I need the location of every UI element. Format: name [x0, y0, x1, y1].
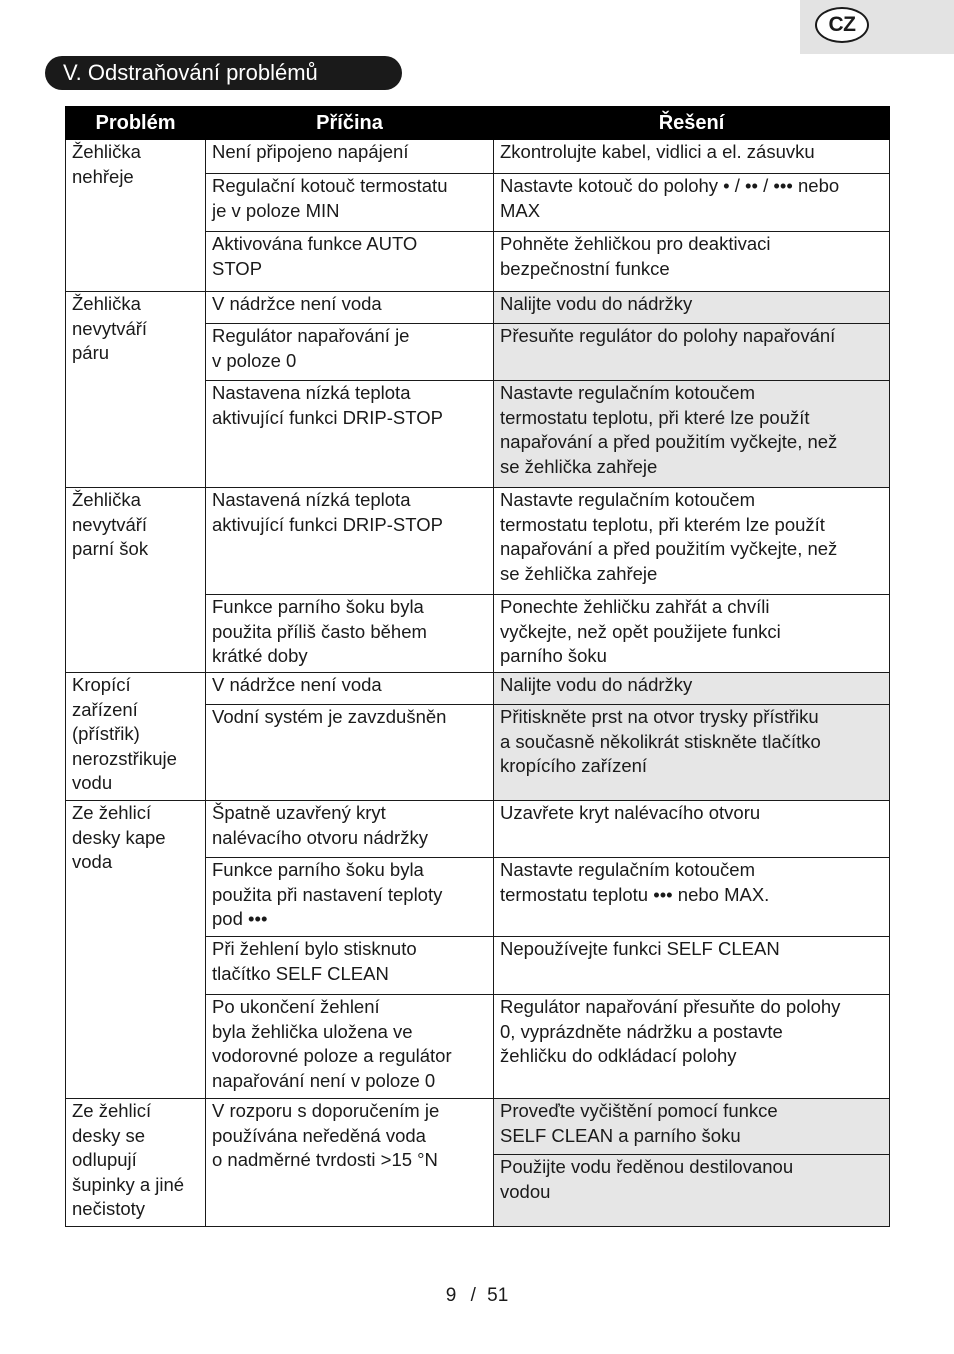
- solution-cell: Nastavte regulačním kotoučem termostatu teplotu ••• nebo MAX.: [494, 858, 890, 937]
- table-row: [66, 801, 890, 858]
- solution-cell: Přesuňte regulátor do polohy napařování: [494, 324, 890, 381]
- page-separator: /: [470, 1285, 476, 1306]
- problem-cell: Žehlička nevytváří parní šok: [66, 488, 206, 673]
- cause-cell: Nastavena nízká teplota aktivující funkci DRIP-STOP: [206, 381, 494, 488]
- language-badge: CZ: [815, 7, 869, 43]
- cause-cell: Funkce parního šoku byla použita příliš často během krátké doby: [206, 595, 494, 673]
- section-title: V. Odstraňování problémů: [45, 56, 402, 90]
- cause-cell: Regulační kotouč termostatu je v poloze MIN: [206, 174, 494, 232]
- cause-cell: Nastavená nízká teplota aktivující funkci DRIP-STOP: [206, 488, 494, 595]
- page-number: [0, 1285, 954, 1307]
- language-tab: [800, 0, 954, 54]
- page-current: 9: [445, 1285, 457, 1306]
- cause-cell: Špatně uzavřený kryt nalévacího otvoru nádržky: [206, 801, 494, 858]
- table-row: [66, 488, 890, 595]
- header-solution: Řešení: [494, 107, 890, 140]
- solution-cell: Přitiskněte prst na otvor trysky přístřiku a současně několikrát stiskněte tlačítko kropícího zařízení: [494, 705, 890, 801]
- solution-cell: Nalijte vodu do nádržky: [494, 292, 890, 324]
- problem-cell: Žehlička nehřeje: [66, 140, 206, 292]
- solution-cell: Ponechte žehličku zahřát a chvíli vyčkejte, než opět použijete funkci parního šoku: [494, 595, 890, 673]
- cause-cell: Regulátor napařování je v poloze 0: [206, 324, 494, 381]
- header-cause: Příčina: [206, 107, 494, 140]
- cause-cell: Aktivována funkce AUTO STOP: [206, 232, 494, 292]
- solution-cell: Pohněte žehličkou pro deaktivaci bezpečnostní funkce: [494, 232, 890, 292]
- cause-cell: Vodní systém je zavzdušněn: [206, 705, 494, 801]
- solution-cell: Nastavte regulačním kotoučem termostatu teplotu, při které lze použít napařování a před použitím vyčkejte, než se žehlička zahřeje: [494, 381, 890, 488]
- solution-cell: Nastavte regulačním kotoučem termostatu teplotu, při kterém lze použít napařování a před použitím vyčkejte, než se žehlička zahřeje: [494, 488, 890, 595]
- cause-cell: V nádržce není voda: [206, 292, 494, 324]
- header-problem: Problém: [66, 107, 206, 140]
- solution-cell: Nastavte kotouč do polohy • / •• / ••• nebo MAX: [494, 174, 890, 232]
- cause-cell: V nádržce není voda: [206, 673, 494, 705]
- solution-cell: Regulátor napařování přesuňte do polohy 0, vyprázdněte nádržku a postavte žehličku do odkládací polohy: [494, 995, 890, 1099]
- solution-cell: Nalijte vodu do nádržky: [494, 673, 890, 705]
- solution-cell: Nepoužívejte funkci SELF CLEAN: [494, 937, 890, 995]
- solution-cell: Proveďte vyčištění pomocí funkce SELF CLEAN a parního šoku: [494, 1099, 890, 1155]
- cause-cell: Po ukončení žehlení byla žehlička uložena ve vodorovné poloze a regulátor napařování není v poloze 0: [206, 995, 494, 1099]
- table-row: [66, 292, 890, 324]
- table-header-row: [66, 107, 890, 140]
- page-total: 51: [487, 1285, 509, 1306]
- solution-cell: Použijte vodu ředěnou destilovanou vodou: [494, 1155, 890, 1227]
- cause-cell: V rozporu s doporučením je používána neředěná voda o nadměrné tvrdosti >15 °N: [206, 1099, 494, 1227]
- solution-cell: Uzavřete kryt nalévacího otvoru: [494, 801, 890, 858]
- problem-cell: Žehlička nevytváří páru: [66, 292, 206, 488]
- table-row: [66, 1099, 890, 1155]
- problem-cell: Kropící zařízení (přístřik) nerozstřikuje vodu: [66, 673, 206, 801]
- cause-cell: Při žehlení bylo stisknuto tlačítko SELF CLEAN: [206, 937, 494, 995]
- problem-cell: Ze žehlicí desky se odlupují šupinky a jiné nečistoty: [66, 1099, 206, 1227]
- problem-cell: Ze žehlicí desky kape voda: [66, 801, 206, 1099]
- cause-cell: Funkce parního šoku byla použita při nastavení teploty pod •••: [206, 858, 494, 937]
- troubleshooting-table: [65, 106, 890, 1227]
- solution-cell: Zkontrolujte kabel, vidlici a el. zásuvku: [494, 140, 890, 174]
- table-row: [66, 140, 890, 174]
- cause-cell: Není připojeno napájení: [206, 140, 494, 174]
- table-body: [66, 140, 890, 1227]
- table-row: [66, 673, 890, 705]
